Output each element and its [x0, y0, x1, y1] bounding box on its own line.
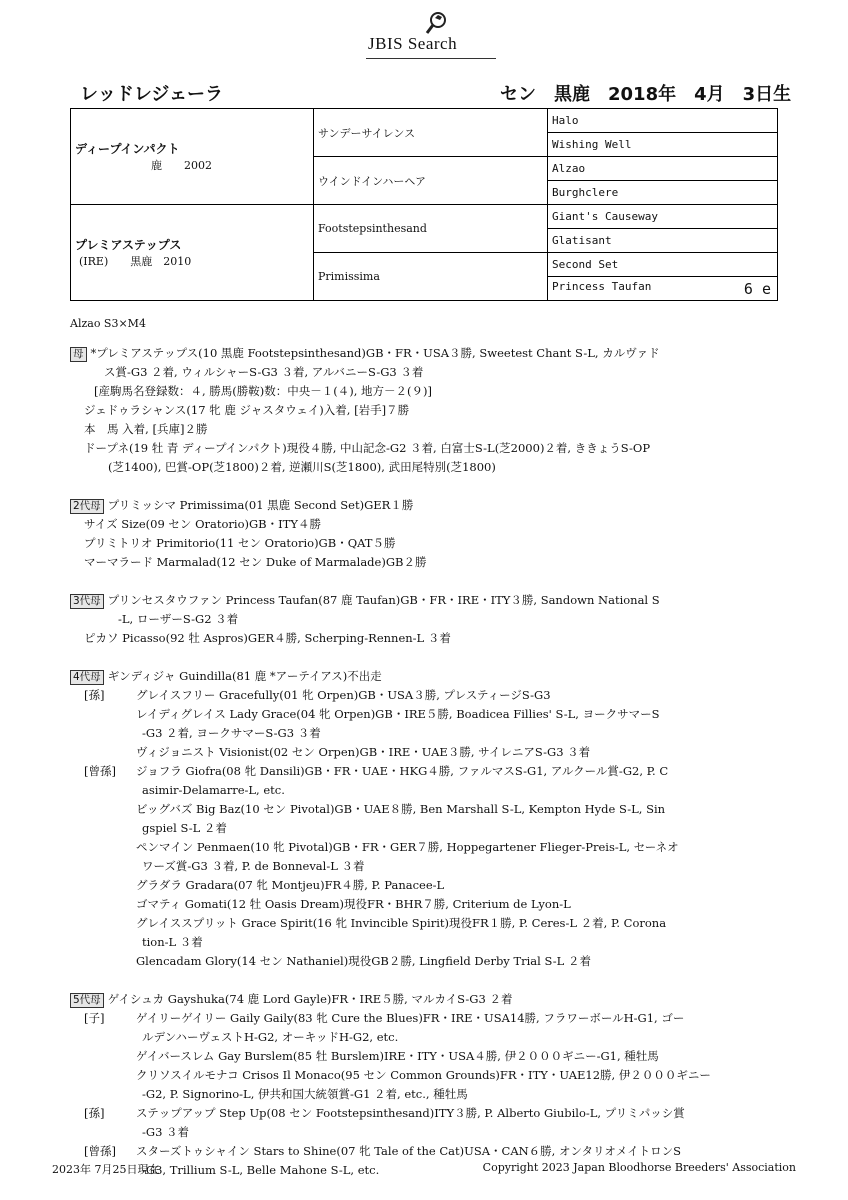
- record-line: (芝1400), 巴賞-OP(芝1800)２着, 逆瀬川S(芝1800), 武田尾特別(芝1800): [108, 460, 496, 474]
- sire-name: ディープインパクト: [75, 142, 180, 156]
- record-line: [産駒馬名登録数：４, 勝馬(勝鞍)数：中央－１(４), 地方－２(９)]: [94, 384, 433, 398]
- family-record: [70, 344, 770, 1199]
- sire-detail: 鹿 2002: [151, 159, 212, 172]
- record-line: ドープネ(19 牡 青 ディープインパクト)現役４勝, 中山記念-G2 ３着, 白富士S-L(芝2000)２着, ききょうS-OP: [84, 441, 651, 455]
- record-line: ゲイリーゲイリー Gaily Gaily(83 牝 Cure the Blues)FR・IRE・USA14勝, フラワーボールH-G1, ゴー: [136, 1011, 685, 1025]
- record-line: ペンマイン Penmaen(10 牝 Pivotal)GB・FR・GER７勝, Hoppegartener Flieger-Preis-L, セーネオ: [136, 840, 679, 854]
- record-line: ゴマティ Gomati(12 牡 Oasis Dream)現役FR・BHR７勝, Criterium de Lyon-L: [136, 897, 571, 911]
- generation-label: [子]: [84, 1011, 105, 1025]
- logo-rule: [366, 58, 496, 59]
- record-line: ワーズ賞-G3 ３着, P. de Bonneval-L ３着: [142, 859, 365, 873]
- record-line: ゲイシュカ Gayshuka(74 鹿 Lord Gayle)FR・IRE５勝, マルカイS-G3 ２着: [107, 992, 513, 1006]
- g3-cell: Halo: [548, 109, 778, 133]
- record-line: プリンセスタウファン Princess Taufan(87 鹿 Taufan)GB・FR・IRE・ITY３勝, Sandown National S: [107, 593, 660, 607]
- dam-detail: (IRE) 黒鹿 2010: [79, 255, 192, 268]
- record-line: tion-L ３着: [142, 935, 203, 949]
- sire-dam-cell: ウインドインハーヘア: [314, 157, 548, 205]
- record-line: ゲイバースレム Gay Burslem(85 牡 Burslem)IRE・ITY・USA４勝, 伊２０００ギニー-G1, 種牡馬: [136, 1049, 659, 1063]
- record-line: ス賞-G3 ２着, ウィルシャーS-G3 ３着, アルバニーS-G3 ３着: [104, 365, 424, 379]
- record-line: プリミトリオ Primitorio(11 セン Oratorio)GB・QAT５勝: [84, 536, 396, 550]
- record-line: マーマラード Marmalad(12 セン Duke of Marmalade)GB２勝: [84, 555, 427, 569]
- record-line: *プレミアステップス(10 黒鹿 Footstepsinthesand)GB・FR・USA３勝, Sweetest Chant S-L, カルヴァド: [90, 346, 660, 360]
- record-line: グレイススプリット Grace Spirit(16 牝 Invincible Spirit)現役FR１勝, P. Ceres-L ２着, P. Corona: [136, 916, 667, 930]
- record-line: Glencadam Glory(14 セン Nathaniel)現役GB２勝, Lingfield Derby Trial S-L ２着: [136, 954, 591, 968]
- record-line: レイディグレイス Lady Grace(04 牝 Orpen)GB・IRE５勝, Boadicea Fillies' S-L, ヨークサマーS: [136, 707, 660, 721]
- g3-cell: [548, 277, 778, 301]
- g3-cell: Glatisant: [548, 229, 778, 253]
- record-line: ピカソ Picasso(92 牡 Aspros)GER４勝, Scherping-Rennen-L ３着: [84, 631, 451, 645]
- page-footer: [52, 1161, 796, 1177]
- section-tag: 2代母: [70, 499, 104, 514]
- record-line: スターズトゥシャイン Stars to Shine(07 牝 Tale of the Cat)USA・CAN６勝, オンタリオメイトロンS: [136, 1144, 681, 1158]
- section-5th-dam: [70, 990, 770, 1180]
- record-line: クリソスイルモナコ Crisos Il Monaco(95 セン Common Grounds)FR・ITY・UAE12勝, 伊２０００ギニー: [136, 1068, 711, 1082]
- dam-dam-cell: Primissima: [314, 253, 548, 301]
- record-line: ギンディジャ Guindilla(81 鹿 *アーテイアス)不出走: [107, 669, 382, 683]
- record-line: -G3 ３着: [142, 1125, 190, 1139]
- generation-label: [曾孫]: [84, 764, 116, 778]
- section-tag: 5代母: [70, 993, 104, 1008]
- record-line: asimir-Delamarre-L, etc.: [142, 783, 285, 797]
- section-dam: [70, 344, 770, 477]
- logo-text: JBIS Search: [368, 34, 458, 53]
- horse-info: セン 黒鹿 2018年 4月 3日生: [500, 84, 792, 105]
- copyright: Copyright 2023 Japan Bloodhorse Breeders' Association: [482, 1161, 796, 1174]
- record-line: ジェドゥラシャンス(17 牝 鹿 ジャスタウェイ)入着, [岩手]７勝: [84, 403, 410, 417]
- section-3rd-dam: [70, 591, 770, 648]
- sire-cell: [71, 109, 314, 205]
- record-line: グラダラ Gradara(07 牝 Montjeu)FR４勝, P. Panacee-L: [136, 878, 445, 892]
- family-code: 6 e: [743, 279, 771, 298]
- section-4th-dam: [70, 667, 770, 971]
- record-line: -G3, Trillium S-L, Belle Mahone S-L, etc.: [142, 1163, 380, 1177]
- dam-name: プレミアステップス: [75, 238, 182, 252]
- record-line: 本 馬 入着, [兵庫]２勝: [84, 422, 208, 436]
- magnifier-horse-icon: [424, 10, 450, 36]
- pedigree-table: [70, 108, 778, 301]
- generation-label: [孫]: [84, 1106, 105, 1120]
- generation-label: [曾孫]: [84, 1144, 116, 1158]
- record-line: サイズ Size(09 セン Oratorio)GB・ITY４勝: [84, 517, 321, 531]
- g3-name: Princess Taufan: [552, 279, 652, 293]
- section-tag: 母: [70, 347, 87, 362]
- sire-sire-cell: サンデーサイレンス: [314, 109, 548, 157]
- g3-cell: Burghclere: [548, 181, 778, 205]
- g3-cell: Wishing Well: [548, 133, 778, 157]
- record-line: ルデンハーヴェストH-G2, オーキッドH-G2, etc.: [142, 1030, 399, 1044]
- g3-cell: Second Set: [548, 253, 778, 277]
- g3-cell: Alzao: [548, 157, 778, 181]
- jbis-search-logo: [366, 10, 496, 56]
- section-tag: 3代母: [70, 594, 104, 609]
- dam-sire-cell: Footstepsinthesand: [314, 205, 548, 253]
- record-line: -G3 ２着, ヨークサマーS-G3 ３着: [142, 726, 321, 740]
- as-of-date: 2023年 7月25日現在: [52, 1163, 160, 1176]
- horse-name: レッドレジェーラ: [80, 84, 224, 105]
- record-line: グレイスフリー Gracefully(01 牝 Orpen)GB・USA３勝, プレスティージS-G3: [136, 688, 551, 702]
- record-line: -L, ローザーS-G2 ３着: [118, 612, 239, 626]
- dam-cell: [71, 205, 314, 301]
- record-line: ステップアップ Step Up(08 セン Footstepsinthesand)ITY３勝, P. Alberto Giubilo-L, プリミパッシ賞: [136, 1106, 685, 1120]
- record-line: ジョフラ Giofra(08 牝 Dansili)GB・FR・UAE・HKG４勝, ファルマスS-G1, アルクール賞-G2, P. C: [136, 764, 669, 778]
- section-2nd-dam: [70, 496, 770, 572]
- record-line: プリミッシマ Primissima(01 黒鹿 Second Set)GER１勝: [107, 498, 414, 512]
- record-line: -G2, P. Signorino-L, 伊共和国大統領賞-G1 ２着, etc., 種牡馬: [142, 1087, 468, 1101]
- record-line: gspiel S-L ２着: [142, 821, 227, 835]
- g3-cell: Giant's Causeway: [548, 205, 778, 229]
- generation-label: [孫]: [84, 688, 105, 702]
- section-tag: 4代母: [70, 670, 104, 685]
- record-line: ヴィジョニスト Visionist(02 セン Orpen)GB・IRE・UAE３勝, サイレニアS-G3 ３着: [136, 745, 591, 759]
- record-line: ビッグバズ Big Baz(10 セン Pivotal)GB・UAE８勝, Ben Marshall S-L, Kempton Hyde S-L, Sin: [136, 802, 666, 816]
- inbreeding-note: Alzao S3×M4: [70, 317, 146, 330]
